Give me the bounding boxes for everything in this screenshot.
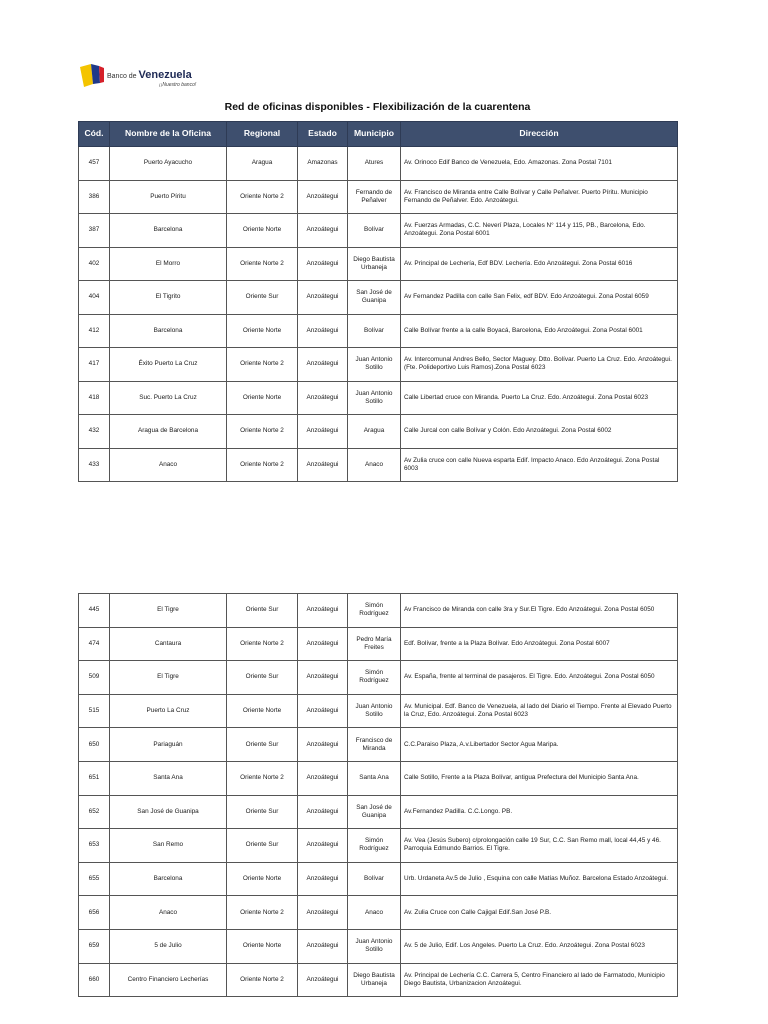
table-row (79, 180, 678, 214)
cell-office-name: Aragua de Barcelona (110, 415, 227, 449)
cell-state: Anzoátegui (298, 862, 348, 896)
cell-office-name: San José de Guanipa (110, 795, 227, 829)
cell-regional: Oriente Norte 2 (227, 247, 298, 281)
cell-address: Av. Zulia Cruce con Calle Cajigal Edif.San José P.B. (401, 896, 678, 930)
table-row (79, 314, 678, 348)
cell-regional: Oriente Norte 2 (227, 761, 298, 795)
cell-regional: Oriente Norte 2 (227, 415, 298, 449)
cell-address: Av Zulia cruce con calle Nueva esparta Edif. Impacto Anaco. Edo Anzoátegui. Zona Postal 6003 (401, 448, 678, 482)
cell-address: Av.Fernandez Padilla. C.C.Longo. PB. (401, 795, 678, 829)
cell-code: 417 (79, 348, 110, 382)
cell-address: Av. Orinoco Edif Banco de Venezuela, Edo. Amazonas. Zona Postal 7101 (401, 147, 678, 181)
cell-address: Av Francisco de Miranda con calle 3ra y Sur.El Tigre. Edo Anzoátegui. Zona Postal 6050 (401, 594, 678, 628)
cell-office-name: Puerto Ayacucho (110, 147, 227, 181)
cell-state: Anzoátegui (298, 448, 348, 482)
table-row (79, 448, 678, 482)
cell-code: 386 (79, 180, 110, 214)
cell-code: 659 (79, 929, 110, 963)
table-row (79, 627, 678, 661)
table-row (79, 728, 678, 762)
table-row (79, 247, 678, 281)
cell-regional: Oriente Norte 2 (227, 348, 298, 382)
cell-state: Anzoátegui (298, 281, 348, 315)
cell-state: Amazonas (298, 147, 348, 181)
table-row (79, 214, 678, 248)
cell-regional: Oriente Norte (227, 214, 298, 248)
cell-municipality: Juan Antonio Sotillo (348, 694, 401, 728)
cell-regional: Oriente Sur (227, 661, 298, 695)
cell-code: 474 (79, 627, 110, 661)
table-row (79, 281, 678, 315)
cell-state: Anzoátegui (298, 627, 348, 661)
cell-state: Anzoátegui (298, 661, 348, 695)
cell-municipality: Juan Antonio Sotillo (348, 348, 401, 382)
cell-municipality: Atures (348, 147, 401, 181)
cell-municipality: Anaco (348, 896, 401, 930)
cell-regional: Oriente Norte 2 (227, 180, 298, 214)
header-state: Estado (298, 122, 348, 147)
cell-state: Anzoátegui (298, 728, 348, 762)
cell-regional: Oriente Sur (227, 728, 298, 762)
table-row (79, 862, 678, 896)
bank-logo-text (107, 60, 207, 90)
cell-municipality: San José de Guanipa (348, 281, 401, 315)
table-row (79, 381, 678, 415)
cell-address: Av Fernandez Padilla con calle San Felix, edf BDV. Edo Anzoátegui. Zona Postal 6059 (401, 281, 678, 315)
cell-municipality: Anaco (348, 448, 401, 482)
cell-address: Av. Vea (Jesús Subero) c/prolongación calle 19 Sur, C.C. San Remo mall, local 44,45 y 46. Parroquia Edmundo Barrios. El Tigre. (401, 829, 678, 863)
cell-municipality: Simón Rodríguez (348, 661, 401, 695)
cell-state: Anzoátegui (298, 214, 348, 248)
cell-office-name: Suc. Puerto La Cruz (110, 381, 227, 415)
cell-municipality: Bolívar (348, 314, 401, 348)
cell-office-name: El Morro (110, 247, 227, 281)
table-header-row (79, 122, 678, 147)
cell-address: Av. Fuerzas Armadas, C.C. Neverí Plaza, Locales N° 114 y 115, PB., Barcelona, Edo. Anzoátegui. Zona Postal 6001 (401, 214, 678, 248)
cell-state: Anzoátegui (298, 963, 348, 997)
bank-name: Banco de Venezuela (107, 69, 192, 81)
cell-regional: Oriente Norte (227, 862, 298, 896)
cell-office-name: Puerto La Cruz (110, 694, 227, 728)
table-row (79, 348, 678, 382)
cell-code: 402 (79, 247, 110, 281)
cell-regional: Oriente Norte (227, 929, 298, 963)
cell-state: Anzoátegui (298, 247, 348, 281)
cell-address: Av. España, frente al terminal de pasajeros. El Tigre. Edo. Anzoátegui. Zona Postal 6050 (401, 661, 678, 695)
cell-address: Calle Sotillo, Frente a la Plaza Bolívar, antigua Prefectura del Municipio Santa Ana. (401, 761, 678, 795)
cell-state: Anzoátegui (298, 829, 348, 863)
cell-regional: Aragua (227, 147, 298, 181)
cell-address: Av. 5 de Julio, Edif. Los Angeles. Puerto La Cruz. Edo. Anzoátegui. Zona Postal 6023 (401, 929, 678, 963)
cell-state: Anzoátegui (298, 896, 348, 930)
cell-code: 445 (79, 594, 110, 628)
cell-address: C.C.Paraiso Plaza, A.v.Libertador Sector Agua Maripa. (401, 728, 678, 762)
cell-code: 651 (79, 761, 110, 795)
cell-municipality: Santa Ana (348, 761, 401, 795)
cell-state: Anzoátegui (298, 694, 348, 728)
cell-municipality: Juan Antonio Sotillo (348, 381, 401, 415)
cell-office-name: Anaco (110, 896, 227, 930)
cell-address: Calle Libertad cruce con Miranda. Puerto La Cruz. Edo. Anzoátegui. Zona Postal 6023 (401, 381, 678, 415)
table-row (79, 896, 678, 930)
cell-address: Edf. Bolívar, frente a la Plaza Bolívar. Edo Anzoátegui. Zona Postal 6007 (401, 627, 678, 661)
cell-office-name: Anaco (110, 448, 227, 482)
cell-municipality: Bolívar (348, 862, 401, 896)
cell-code: 656 (79, 896, 110, 930)
header-municipality: Municipio (348, 122, 401, 147)
cell-state: Anzoátegui (298, 795, 348, 829)
cell-office-name: Santa Ana (110, 761, 227, 795)
offices-table-2 (78, 593, 678, 997)
cell-code: 650 (79, 728, 110, 762)
cell-municipality: Bolívar (348, 214, 401, 248)
cell-regional: Oriente Norte (227, 314, 298, 348)
cell-municipality: Diego Bautista Urbaneja (348, 247, 401, 281)
cell-municipality: Pedro María Freites (348, 627, 401, 661)
cell-address: Calle Bolívar frente a la calle Boyacá, Barcelona, Edo Anzoátegui. Zona Postal 6001 (401, 314, 678, 348)
cell-state: Anzoátegui (298, 594, 348, 628)
cell-regional: Oriente Sur (227, 594, 298, 628)
cell-code: 660 (79, 963, 110, 997)
cell-office-name: Pariaguán (110, 728, 227, 762)
table-row (79, 415, 678, 449)
cell-code: 509 (79, 661, 110, 695)
header-regional: Regional (227, 122, 298, 147)
cell-municipality: Francisco de Miranda (348, 728, 401, 762)
cell-municipality: Aragua (348, 415, 401, 449)
cell-municipality: Juan Antonio Sotillo (348, 929, 401, 963)
cell-regional: Oriente Sur (227, 829, 298, 863)
cell-state: Anzoátegui (298, 761, 348, 795)
cell-regional: Oriente Sur (227, 795, 298, 829)
cell-address: Av. Principal de Lechería C.C. Carrera 5, Centro Financiero al lado de Farmatodo, Municipio Diego Bautista, Urbanizacion Anzoátegui. (401, 963, 678, 997)
cell-office-name: Éxito Puerto La Cruz (110, 348, 227, 382)
table-row (79, 694, 678, 728)
cell-code: 404 (79, 281, 110, 315)
cell-code: 515 (79, 694, 110, 728)
cell-code: 653 (79, 829, 110, 863)
cell-office-name: Barcelona (110, 862, 227, 896)
document-title: Red de oficinas disponibles - Flexibilización de la cuarentena (224, 101, 531, 113)
cell-office-name: 5 de Julio (110, 929, 227, 963)
cell-code: 655 (79, 862, 110, 896)
cell-office-name: El Tigre (110, 661, 227, 695)
cell-state: Anzoátegui (298, 180, 348, 214)
cell-regional: Oriente Norte 2 (227, 963, 298, 997)
header-code: Cód. (79, 122, 110, 147)
cell-code: 418 (79, 381, 110, 415)
cell-office-name: Centro Financiero Lecherías (110, 963, 227, 997)
cell-address: Av. Intercomunal Andres Bello, Sector Maguey. Dtto. Bolívar. Puerto La Cruz. Edo. Anzoátegui. (Fte. Polideportivo Luis Ramos).Zona Postal 6023 (401, 348, 678, 382)
cell-code: 457 (79, 147, 110, 181)
table-row (79, 661, 678, 695)
offices-table-1 (78, 121, 678, 482)
cell-address: Calle Jurcal con calle Bolívar y Colón. Edo Anzoátegui. Zona Postal 6002 (401, 415, 678, 449)
cell-office-name: El Tigre (110, 594, 227, 628)
bank-logo-icon (80, 62, 104, 88)
cell-code: 433 (79, 448, 110, 482)
header-address: Dirección (401, 122, 678, 147)
cell-address: Urb. Urdaneta Av.5 de Julio , Esquina con calle Matías Muñoz. Barcelona Estado Anzoátegui. (401, 862, 678, 896)
cell-municipality: Simón Rodríguez (348, 829, 401, 863)
cell-office-name: Cantaura (110, 627, 227, 661)
cell-municipality: Fernando de Peñalver (348, 180, 401, 214)
cell-state: Anzoátegui (298, 415, 348, 449)
cell-regional: Oriente Norte 2 (227, 448, 298, 482)
table-row (79, 795, 678, 829)
cell-address: Av. Francisco de Miranda entre Calle Bolívar y Calle Peñalver. Puerto Píritu. Municipio Fernando de Peñalver. Edo. Anzoátegui. (401, 180, 678, 214)
table-row (79, 829, 678, 863)
cell-state: Anzoátegui (298, 929, 348, 963)
cell-municipality: Diego Bautista Urbaneja (348, 963, 401, 997)
cell-regional: Oriente Norte 2 (227, 896, 298, 930)
cell-state: Anzoátegui (298, 381, 348, 415)
cell-regional: Oriente Norte 2 (227, 627, 298, 661)
cell-regional: Oriente Norte (227, 694, 298, 728)
table-row (79, 594, 678, 628)
cell-code: 432 (79, 415, 110, 449)
cell-code: 387 (79, 214, 110, 248)
cell-municipality: Simón Rodríguez (348, 594, 401, 628)
cell-code: 412 (79, 314, 110, 348)
cell-office-name: San Remo (110, 829, 227, 863)
cell-office-name: Barcelona (110, 214, 227, 248)
bank-slogan: ¡¡Nuestro banco! (159, 82, 197, 88)
cell-municipality: San José de Guanipa (348, 795, 401, 829)
table-row (79, 147, 678, 181)
cell-state: Anzoátegui (298, 314, 348, 348)
cell-state: Anzoátegui (298, 348, 348, 382)
cell-address: Av. Principal de Lechería, Edf BDV. Lechería. Edo Anzoátegui. Zona Postal 6016 (401, 247, 678, 281)
cell-address: Av. Municipal. Edf. Banco de Venezuela, al lado del Diario el Tiempo. Frente al Elevado Puerto la Cruz, Edo. Anzoátegui. Zona Postal 6023 (401, 694, 678, 728)
header-office-name: Nombre de la Oficina (110, 122, 227, 147)
table-row (79, 963, 678, 997)
cell-code: 652 (79, 795, 110, 829)
bank-logo (80, 60, 210, 90)
table-row (79, 929, 678, 963)
table-row (79, 761, 678, 795)
cell-regional: Oriente Norte (227, 381, 298, 415)
cell-regional: Oriente Sur (227, 281, 298, 315)
cell-office-name: El Tigrito (110, 281, 227, 315)
cell-office-name: Barcelona (110, 314, 227, 348)
cell-office-name: Puerto Píritu (110, 180, 227, 214)
